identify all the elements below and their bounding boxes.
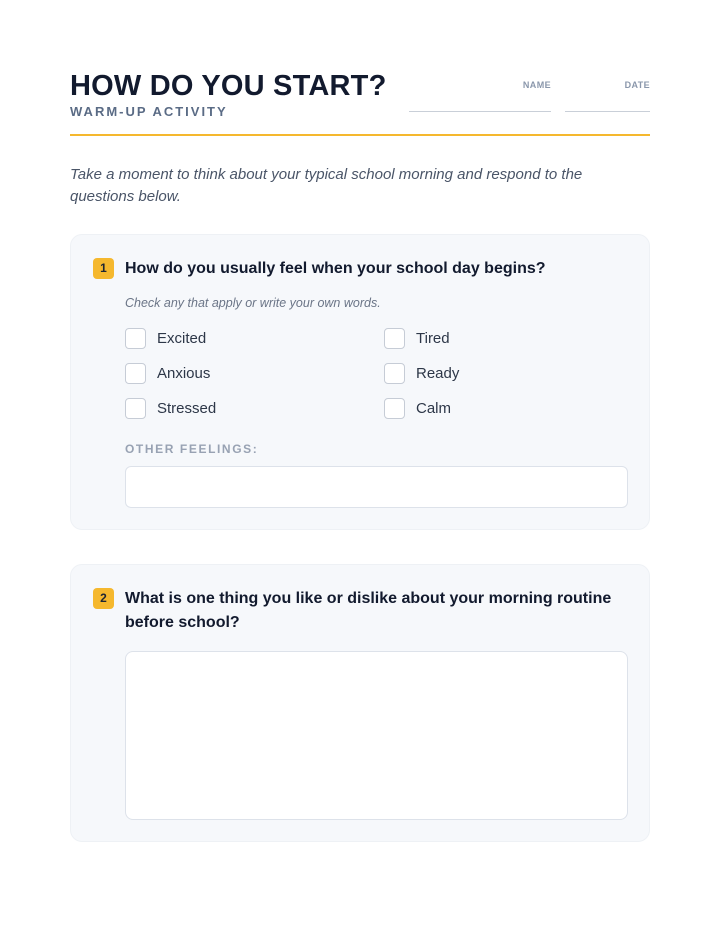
- option-tired[interactable]: [384, 327, 450, 349]
- question-2-answer-box[interactable]: [125, 651, 628, 820]
- option-label: Anxious: [157, 364, 211, 382]
- question-1-card: [70, 234, 650, 530]
- question-2-text: What is one thing you like or dislike about your morning routine before school?: [125, 590, 612, 631]
- name-label: NAME: [522, 80, 551, 90]
- option-label: Ready: [416, 364, 460, 382]
- option-excited[interactable]: [125, 327, 206, 349]
- option-stressed[interactable]: [125, 397, 216, 419]
- option-label: Tired: [416, 329, 450, 347]
- option-label: Excited: [157, 329, 207, 347]
- question-number-badge: 2: [93, 588, 114, 609]
- worksheet-header: [70, 70, 650, 136]
- checkbox[interactable]: [125, 363, 146, 384]
- checkbox[interactable]: [384, 398, 405, 419]
- option-calm[interactable]: [384, 397, 451, 419]
- option-ready[interactable]: [384, 362, 459, 384]
- other-feelings-label: OTHER FEELINGS:: [125, 442, 259, 456]
- date-field[interactable]: [565, 80, 650, 112]
- question-2-card: [70, 564, 650, 842]
- checkbox[interactable]: [384, 363, 405, 384]
- other-feelings-input[interactable]: [125, 466, 628, 508]
- page-subtitle: WARM-UP ACTIVITY: [70, 104, 228, 119]
- question-number-badge: 1: [93, 258, 114, 279]
- date-label: DATE: [624, 80, 650, 90]
- option-label: Stressed: [157, 399, 217, 417]
- checkbox[interactable]: [125, 398, 146, 419]
- question-1-hint: Check any that apply or write your own words.: [125, 296, 381, 310]
- intro-text: Take a moment to think about your typical school morning and respond to the questions below.: [70, 166, 583, 205]
- name-field[interactable]: [409, 80, 551, 112]
- checkbox[interactable]: [125, 328, 146, 349]
- question-1-text: How do you usually feel when your school day begins?: [125, 260, 546, 277]
- checkbox[interactable]: [384, 328, 405, 349]
- option-anxious[interactable]: [125, 362, 210, 384]
- option-label: Calm: [416, 399, 452, 417]
- page-title: HOW DO YOU START?: [70, 70, 387, 102]
